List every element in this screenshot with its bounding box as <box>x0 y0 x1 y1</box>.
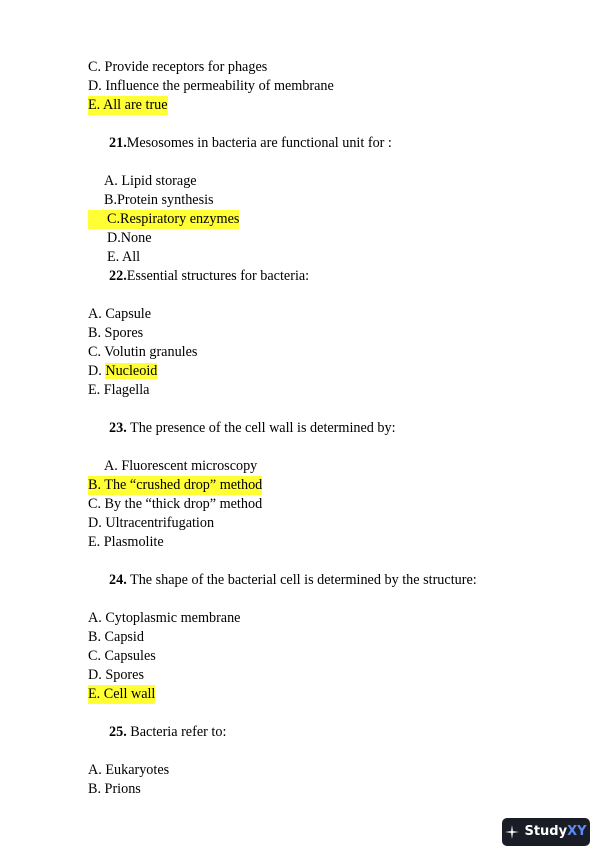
answer-highlight: E. All are true <box>88 97 168 113</box>
question-21 <box>109 134 392 153</box>
question-number: 23. <box>109 420 127 436</box>
question-23 <box>109 419 396 438</box>
question-number: 24. <box>109 572 127 588</box>
question-text: The presence of the cell wall is determined by: <box>126 420 396 436</box>
question-number: 22. <box>109 268 127 284</box>
option-d <box>88 362 157 381</box>
option-b: B. Capsid <box>88 629 144 645</box>
option-b: B.Protein synthesis <box>104 192 214 208</box>
brand-name <box>524 818 586 846</box>
option-e: E. Plasmolite <box>88 534 164 550</box>
option-b: B. Prions <box>88 781 141 797</box>
option-letter: D. <box>88 363 106 379</box>
option-d: D. Influence the permeability of membrane <box>88 78 334 94</box>
question-number: 21. <box>109 135 127 151</box>
option-e: E. All <box>107 249 141 265</box>
option-a: A. Lipid storage <box>104 173 197 189</box>
answer-highlight: E. Cell wall <box>88 686 156 702</box>
option-d: D.None <box>107 230 152 246</box>
brand-accent: XY <box>567 824 587 839</box>
studyxy-badge[interactable] <box>502 818 590 846</box>
question-text: Bacteria refer to: <box>126 724 227 740</box>
option-c: C. Capsules <box>88 648 156 664</box>
option-a: A. Cytoplasmic membrane <box>88 610 241 626</box>
option-c: C. Volutin granules <box>88 344 198 360</box>
answer-highlight: C.Respiratory enzymes <box>88 210 239 229</box>
option-c: C. Provide receptors for phages <box>88 59 268 75</box>
question-22 <box>109 267 309 286</box>
option-b: B. Spores <box>88 325 144 341</box>
brand-text: Study <box>524 824 568 839</box>
option-a: A. Eukaryotes <box>88 762 170 778</box>
option-a: A. Fluorescent microscopy <box>104 458 258 474</box>
option-c: C. By the “thick drop” method <box>88 496 263 512</box>
answer-highlight: Nucleoid <box>105 363 158 379</box>
question-number: 25. <box>109 724 127 740</box>
question-text: The shape of the bacterial cell is determined by the structure: <box>126 572 477 588</box>
question-text: Essential structures for bacteria: <box>126 268 310 284</box>
plus-star-icon <box>505 825 519 839</box>
question-24 <box>109 571 477 590</box>
question-25 <box>109 723 226 742</box>
question-text: Mesosomes in bacteria are functional unit for : <box>126 135 392 151</box>
option-a: A. Capsule <box>88 306 152 322</box>
option-e: E. Flagella <box>88 382 150 398</box>
option-d: D. Spores <box>88 667 144 683</box>
option-d: D. Ultracentrifugation <box>88 515 215 531</box>
answer-highlight: B. The “crushed drop” method <box>88 477 263 493</box>
